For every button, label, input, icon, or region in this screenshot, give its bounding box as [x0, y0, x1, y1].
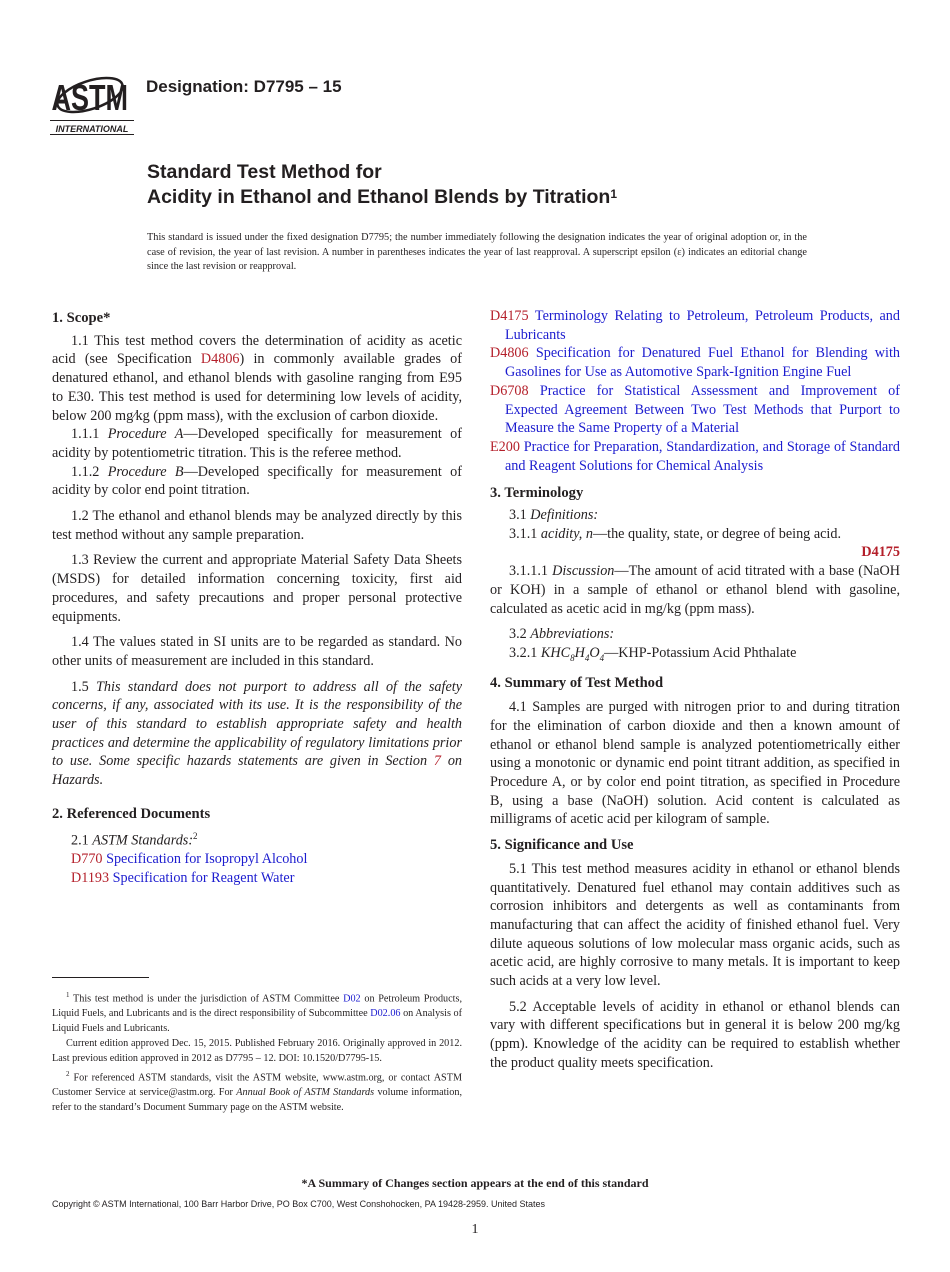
paragraph-1-4: 1.4 The values stated in SI units are to be regarded as standard. No other units of measurement are included in this standard.: [52, 634, 462, 669]
section-heading-referenced-documents: 2. Referenced Documents: [52, 805, 211, 822]
reference-d1193[interactable]: D1193 Specification for Reagent Water: [71, 869, 295, 886]
footnote-edition: Current edition approved Dec. 15, 2015. Published February 2016. Originally approved in 2012. Last previous edition approved in 2012 as D7795 – 12. DOI: 10.1520/D7795-15.: [52, 1038, 462, 1064]
paragraph-3-2: 3.2 Abbreviations:: [509, 626, 615, 643]
footnote-mark-2[interactable]: 2: [193, 830, 198, 841]
title-footnote-mark[interactable]: 1: [610, 187, 618, 201]
link-d4806[interactable]: D4806: [200, 351, 240, 368]
copyright-notice: Copyright © ASTM International, 100 Barr Harbor Drive, PO Box C700, West Conshohocken, PA 19428-2959. United States: [52, 1199, 546, 1209]
issuance-notice: This standard is issued under the fixed designation D7795; the number immediately following the designation indicates the year of original adoption or, in the case of revision, the year of last revision. A number in parentheses indicates the year of last reapproval. A superscript epsilon (ε) indicates an editorial change since the last revision or reapproval.: [147, 232, 807, 273]
summary-of-changes-note: *A Summary of Changes section appears at the end of this standard: [301, 1176, 649, 1190]
link-d02-06[interactable]: D02.06: [370, 1007, 401, 1019]
left-column: [52, 309, 462, 887]
paragraph-1-1: 1.1 This test method covers the determination of acidity as acetic acid (see Specification D4806) in commonly available grades of denatured ethanol, and ethanol blends with gasoline ranging from E95 to E30. This test method is used for determining low levels of acidity, below 200 mg⁄kg (ppm mass), with the exclusion of carbon dioxide.: [52, 332, 462, 424]
reference-d4175[interactable]: D4175 Terminology Relating to Petroleum, Petroleum Products, and Lubricants: [490, 308, 900, 343]
footnote-2: $^2$ For referenced ASTM standards, visit the ASTM website, www.astm.org, or contact ASTM Customer Service at service@astm.org. For Annual Book of ASTM Standards volume information, refer to the standard’s Document Summary page on the ASTM website.: [52, 1070, 462, 1113]
title-line-2: Acidity in Ethanol and Ethanol Blends by Titration$^1$: [147, 186, 618, 208]
paragraph-3-2-1: 3.2.1 $KHC_8H_4O_4—KHP$-Potassium Acid Phthalate: [509, 644, 797, 663]
paragraph-1-1-2: 1.1.2 Procedure B—Developed specifically for measurement of acidity by color end point titration.: [52, 463, 462, 499]
footnotes: [52, 988, 462, 1116]
paragraph-3-1: 3.1 Definitions:: [509, 507, 599, 524]
paragraph-5-2: 5.2 Acceptable levels of acidity in ethanol or ethanol blends can vary with different specifications but in general it is below 200 mg/kg (ppm). Knowledge of the acidity can be required to establish whether the product quality meets specification.: [490, 998, 900, 1071]
document-title: [147, 160, 617, 210]
page-number: 1: [471, 1222, 479, 1237]
designation: Designation: D7795 – 15: [146, 77, 342, 96]
paragraph-1-3: 1.3 Review the current and appropriate Material Safety Data Sheets (MSDS) for detailed information concerning toxicity, first aid procedures, and safety precautions and proper personal protective equipments.: [52, 552, 462, 625]
section-heading-significance: 5. Significance and Use: [490, 837, 634, 854]
paragraph-5-1: 5.1 This test method measures acidity in ethanol or ethanol blends quantitatively. Denatured fuel ethanol may contain additives such as corrosion inhibitors and detergents as well as contaminants from manufacturing that can affect the acidity of finished ethanol fuel. Very dilute aqueous solutions of low molecular mass organic acids, such as acetic acid, are highly corrosive to many metals. It is important to keep such acids at a very low level.: [490, 860, 900, 990]
section-heading-scope: 1. Scope*: [52, 310, 111, 326]
right-column: [490, 307, 900, 1073]
paragraph-4-1: 4.1 Samples are purged with nitrogen prior to and during titration for the elimination of carbon dioxide and then a known amount of ethanol or ethanol blend sample is analyzed potentiometrically either using a monotonic or dynamic end point titrant addition, as specified in Procedure A, or by color end point titration, as specified in Procedure B, using a base (NaOH) solution. Acid content is calculated as milligrams of acetic acid per kilogram of sample.: [490, 699, 900, 828]
link-d4175-source[interactable]: D4175: [861, 544, 900, 561]
footnote-divider: [52, 977, 149, 978]
svg-text:ASTM: ASTM: [51, 77, 128, 118]
paragraph-1-5: 1.5 This standard does not purport to address all of the safety concerns, if any, associated with its use. It is the responsibility of the user of this standard to establish appropriate safety and health practices and determine the applicability of regulatory limitations prior to use. Some specific hazards statements are given in Section 7 on Hazards.: [52, 678, 462, 789]
reference-d6708[interactable]: D6708 Practice for Statistical Assessment and Improvement of Expected Agreement Between Two Test Methods that Purport to Measure the Same Property of a Material: [490, 382, 900, 437]
paragraph-1-2: 1.2 The ethanol and ethanol blends may be analyzed directly by this test method without any sample preparation.: [52, 508, 462, 543]
paragraph-3-1-1: 3.1.1 acidity, n—the quality, state, or degree of being acid.: [509, 525, 841, 542]
svg-text:INTERNATIONAL: INTERNATIONAL: [55, 124, 129, 134]
link-d02[interactable]: D02: [343, 993, 361, 1005]
paragraph-2-1: 2.1 ASTM Standards:$^2$: [71, 830, 198, 849]
reference-d4806[interactable]: D4806 Specification for Denatured Fuel Ethanol for Blending with Gasolines for Use as Automotive Spark-Ignition Engine Fuel: [490, 345, 900, 381]
astm-logo-icon: [50, 62, 136, 136]
title-line-1: Standard Test Method for: [147, 161, 382, 183]
astm-logo: [50, 62, 136, 136]
paragraph-3-1-1-1: 3.1.1.1 Discussion—The amount of acid titrated with a base (NaOH or KOH) in a sample of ethanol or ethanol blend with gasoline, calculated as acetic acid in mg/kg (ppm mass).: [490, 563, 901, 617]
section-heading-summary: 4. Summary of Test Method: [490, 675, 664, 692]
link-section-7[interactable]: 7: [433, 753, 441, 770]
reference-d770[interactable]: D770 Specification for Isopropyl Alcohol: [71, 851, 308, 868]
section-heading-terminology: 3. Terminology: [490, 485, 584, 502]
footnote-1: $^1$ This test method is under the jurisdiction of ASTM Committee D02 on Petroleum Products, Liquid Fuels, and Lubricants and is the direct responsibility of Subcommittee D02.06 on Analysis of Liquid Fuels and Lubricants.: [52, 991, 463, 1034]
reference-e200[interactable]: E200 Practice for Preparation, Standardization, and Storage of Standard and Reagent Solutions for Chemical Analysis: [490, 438, 900, 474]
paragraph-1-1-1: 1.1.1 Procedure A—Developed specifically for measurement of acidity by potentiometric titration. This is the referee method.: [52, 426, 462, 461]
